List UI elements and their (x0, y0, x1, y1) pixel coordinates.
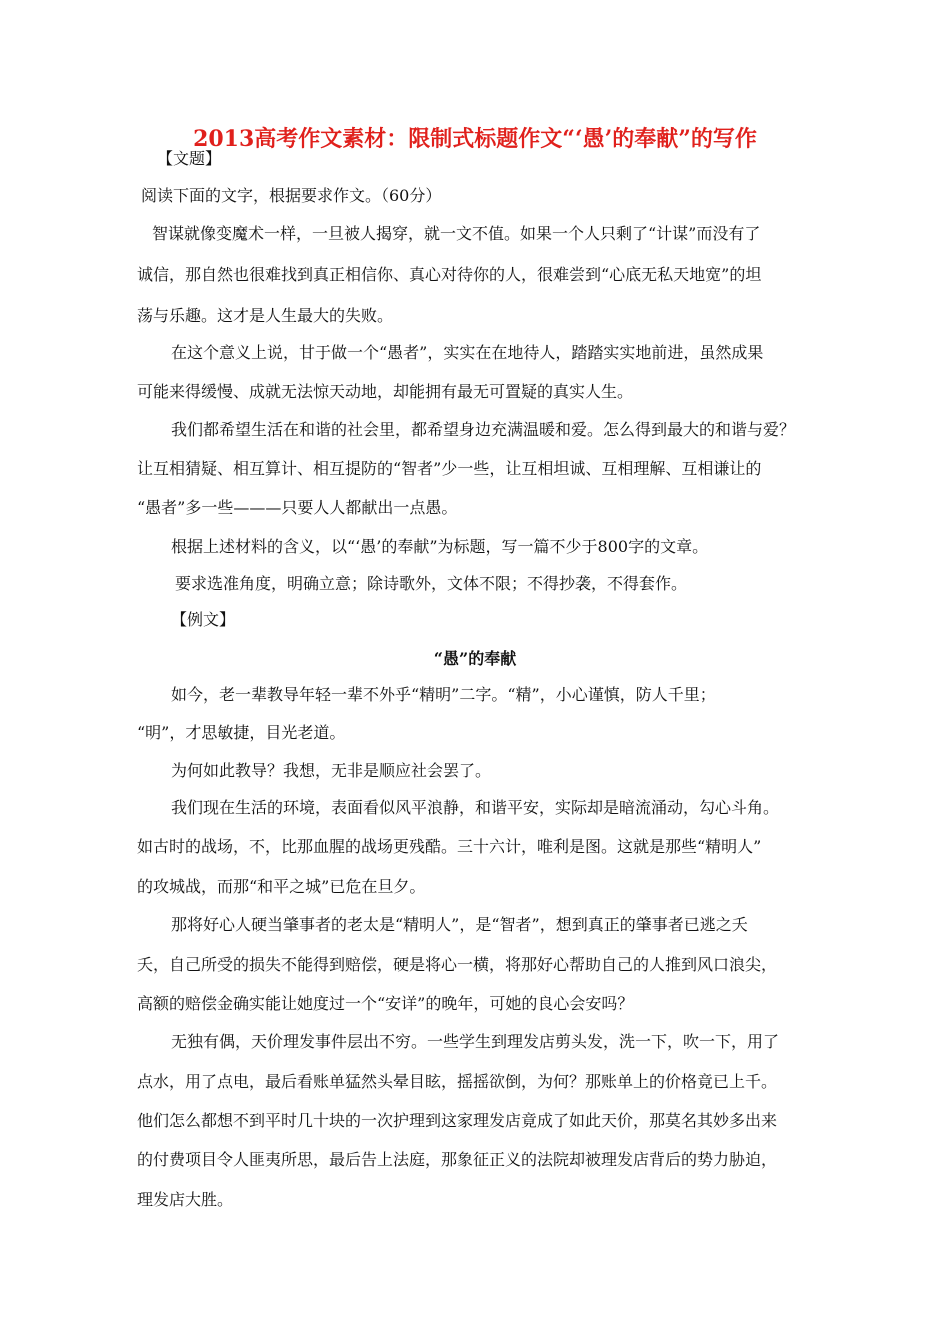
example-section-label: 【例文】 (171, 610, 236, 629)
prompt-paragraph-line: 我们都希望生活在和谐的社会里，都希望身边充满温暖和爱。怎么得到最大的和谐与爱？ (171, 420, 796, 439)
essay-paragraph-line: 夭，自己所受的损失不能得到赔偿，硬是将心一横，将那好心帮助自己的人推到风口浪尖， (137, 955, 778, 974)
essay-paragraph-line: 如今，老一辈教导年轻一辈不外乎“精明”二字。“精”，小心谨慎，防人千里； (171, 685, 716, 704)
prompt-paragraph-line: “愚者”多一些———只要人人都献出一点愚。 (137, 498, 458, 517)
prompt-instruction: 根据上述材料的含义，以“‘愚’的奉献”为标题，写一篇不少于800字的文章。 (171, 537, 709, 556)
prompt-requirements: 要求选准角度，明确立意；除诗歌外，文体不限；不得抄袭，不得套作。 (175, 574, 688, 593)
essay-paragraph-line: 的付费项目令人匪夷所思，最后告上法庭，那象征正义的法院却被理发店背后的势力胁迫， (137, 1150, 778, 1169)
essay-paragraph-line: 那将好心人硬当肇事者的老太是“精明人”，是“智者”，想到真正的肇事者已逃之夭 (171, 915, 748, 934)
essay-paragraph-line: 我们现在生活的环境，表面看似风平浪静，和谐平安，实际却是暗流涌动，勾心斗角。 (171, 798, 780, 817)
essay-paragraph-line: “明”，才思敏捷，目光老道。 (137, 723, 346, 742)
prompt-intro: 阅读下面的文字，根据要求作文。（60分） (141, 186, 442, 205)
essay-paragraph-line: 如古时的战场，不，比那血腥的战场更残酷。三十六计，唯利是图。这就是那些“精明人” (137, 837, 762, 856)
prompt-paragraph-line: 智谋就像变魔术一样，一旦被人揭穿，就一文不值。如果一个人只剩了“计谋”而没有了 (152, 224, 761, 243)
essay-paragraph-line: 理发店大胜。 (137, 1190, 234, 1209)
essay-paragraph-line: 的攻城战，而那“和平之城”已危在旦夕。 (137, 877, 426, 896)
prompt-paragraph-line: 诚信，那自然也很难找到真正相信你、真心对待你的人，很难尝到“心底无私天地宽”的坦 (137, 265, 762, 284)
prompt-paragraph-line: 让互相猜疑、相互算计、相互提防的“智者”少一些，让互相坦诚、互相理解、互相谦让的 (137, 459, 762, 478)
document-title: 2013高考作文素材：限制式标题作文“‘愚’的奉献”的写作 (193, 126, 757, 152)
essay-paragraph-line: 高额的赔偿金确实能让她度过一个“安详”的晚年，可她的良心会安吗？ (137, 994, 634, 1013)
essay-title: “愚”的奉献 (433, 649, 517, 668)
prompt-paragraph-line: 可能来得缓慢、成就无法惊天动地，却能拥有最无可置疑的真实人生。 (137, 382, 634, 401)
essay-paragraph-line: 他们怎么都想不到平时几十块的一次护理到这家理发店竟成了如此天价，那莫名其妙多出来 (137, 1111, 778, 1130)
essay-paragraph-line: 无独有偶，天价理发事件层出不穷。一些学生到理发店剪头发，洗一下，吹一下，用了 (171, 1032, 780, 1051)
essay-paragraph-line: 点水，用了点电，最后看账单猛然头晕目眩，摇摇欲倒，为何？那账单上的价格竟已上千。 (137, 1072, 778, 1091)
essay-paragraph-line: 为何如此教导？我想，无非是顺应社会罢了。 (171, 761, 492, 780)
prompt-paragraph-line: 荡与乐趣。这才是人生最大的失败。 (137, 306, 394, 325)
prompt-paragraph-line: 在这个意义上说，甘于做一个“愚者”，实实在在地待人，踏踏实实地前进，虽然成果 (171, 343, 764, 362)
prompt-section-label: 【文题】 (157, 149, 222, 168)
